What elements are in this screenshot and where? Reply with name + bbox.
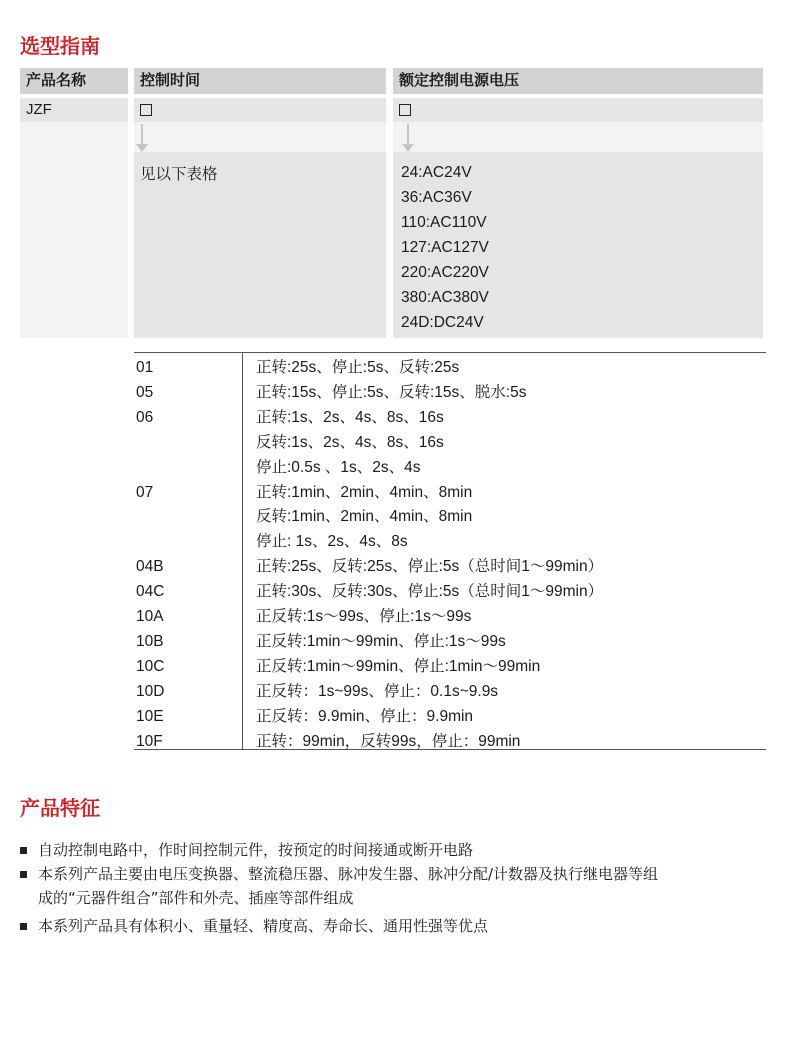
selection-guide-title: 选型指南 xyxy=(20,34,100,58)
timing-description: 正转:25s、停止:5s、反转:25s xyxy=(256,359,460,376)
features-title: 产品特征 xyxy=(20,796,100,820)
timing-code: 10E xyxy=(136,707,164,725)
table-row xyxy=(134,356,766,381)
feature-text: 本系列产品主要由电压变换器、整流稳压器、脉冲发生器、脉冲分配/计数器及执行继电器等组 xyxy=(38,865,659,883)
timing-description: 反转:1s、2s、4s、8s、16s xyxy=(256,433,444,451)
header-rated-voltage: 额定控制电源电压 xyxy=(393,68,763,94)
table-row xyxy=(134,431,766,456)
table-row xyxy=(134,730,766,755)
time-placeholder xyxy=(134,98,386,122)
timing-description: 正反转:1min～99min、停止:1min～99min xyxy=(256,657,541,675)
timing-description: 正反转：9.9min、停止：9.9min xyxy=(256,707,474,725)
timing-code: 07 xyxy=(136,483,154,501)
timing-code: 01 xyxy=(136,359,154,376)
time-note: 见以下表格 xyxy=(140,166,218,183)
bullet-square-icon xyxy=(20,871,27,878)
timing-code: 10D xyxy=(136,682,165,700)
table-row xyxy=(134,630,766,655)
timing-description: 停止: 1s、2s、4s、8s xyxy=(256,533,408,551)
voltage-option: 24D:DC24V xyxy=(401,314,484,331)
table-top-rule xyxy=(134,352,766,353)
table-row xyxy=(134,580,766,605)
voltage-placeholder xyxy=(393,98,763,122)
table-row xyxy=(134,456,766,481)
time-column-fill xyxy=(134,122,386,152)
header-product-name: 产品名称 xyxy=(20,68,128,94)
bullet-square-icon xyxy=(20,847,27,854)
timing-code: 10B xyxy=(136,632,164,650)
voltage-list-box xyxy=(393,152,763,338)
timing-code: 05 xyxy=(136,383,154,401)
timing-description: 正转:1min、2min、4min、8min xyxy=(256,483,473,501)
voltage-option: 220:AC220V xyxy=(401,264,489,281)
bullet-square-icon xyxy=(20,923,27,930)
header-control-time: 控制时间 xyxy=(134,68,386,94)
feature-text: 本系列产品具有体积小、重量轻、精度高、寿命长、通用性强等优点 xyxy=(38,917,489,935)
timing-code: 10C xyxy=(136,657,165,675)
timing-description: 正反转:1min～99min、停止:1s～99s xyxy=(256,632,506,650)
voltage-option: 110:AC110V xyxy=(401,214,487,231)
feature-text: 自动控制电路中，作时间控制元件，按预定的时间接通或断开电路 xyxy=(38,841,474,859)
voltage-column-fill xyxy=(393,122,763,152)
feature-text-continued: 成的“元器件组合”部件和外壳、插座等部件组成 xyxy=(38,889,354,907)
timing-description: 正转：99min，反转99s，停止：99min xyxy=(256,732,521,750)
voltage-option: 127:AC127V xyxy=(401,239,489,256)
table-row xyxy=(134,605,766,630)
voltage-option: 380:AC380V xyxy=(401,289,489,306)
voltage-option: 36:AC36V xyxy=(401,189,472,206)
table-row xyxy=(134,481,766,506)
timing-description: 反转:1min、2min、4min、8min xyxy=(256,508,473,526)
timing-table xyxy=(134,352,766,750)
timing-code: 10A xyxy=(136,608,164,625)
model-code: JZF xyxy=(20,98,128,122)
model-column-fill xyxy=(20,122,128,338)
timing-code: 10F xyxy=(136,732,163,750)
timing-description: 正转:1s、2s、4s、8s、16s xyxy=(256,408,444,426)
timing-description: 正转:30s、反转:30s、停止:5s（总时间1～99min） xyxy=(256,583,604,601)
table-row xyxy=(134,680,766,705)
timing-description: 正反转:1s～99s、停止:1s～99s xyxy=(256,608,472,625)
timing-code: 06 xyxy=(136,408,154,426)
timing-description: 正反转：1s~99s、停止：0.1s~9.9s xyxy=(256,682,499,700)
timing-code: 04B xyxy=(136,558,164,576)
table-row xyxy=(134,555,766,580)
table-row xyxy=(134,406,766,431)
table-row xyxy=(134,505,766,530)
table-row xyxy=(134,655,766,680)
timing-code: 04C xyxy=(136,583,165,601)
timing-description: 正转:25s、反转:25s、停止:5s（总时间1～99min） xyxy=(256,558,604,576)
time-description-box xyxy=(134,152,386,338)
table-row xyxy=(134,530,766,555)
table-row xyxy=(134,381,766,406)
voltage-option: 24:AC24V xyxy=(401,164,472,181)
timing-description: 正转:15s、停止:5s、反转:15s、脱水:5s xyxy=(256,383,527,401)
table-row xyxy=(134,705,766,730)
timing-description: 停止:0.5s 、1s、2s、4s xyxy=(256,458,421,476)
empty-box-icon xyxy=(399,104,411,116)
empty-box-icon xyxy=(140,104,152,116)
